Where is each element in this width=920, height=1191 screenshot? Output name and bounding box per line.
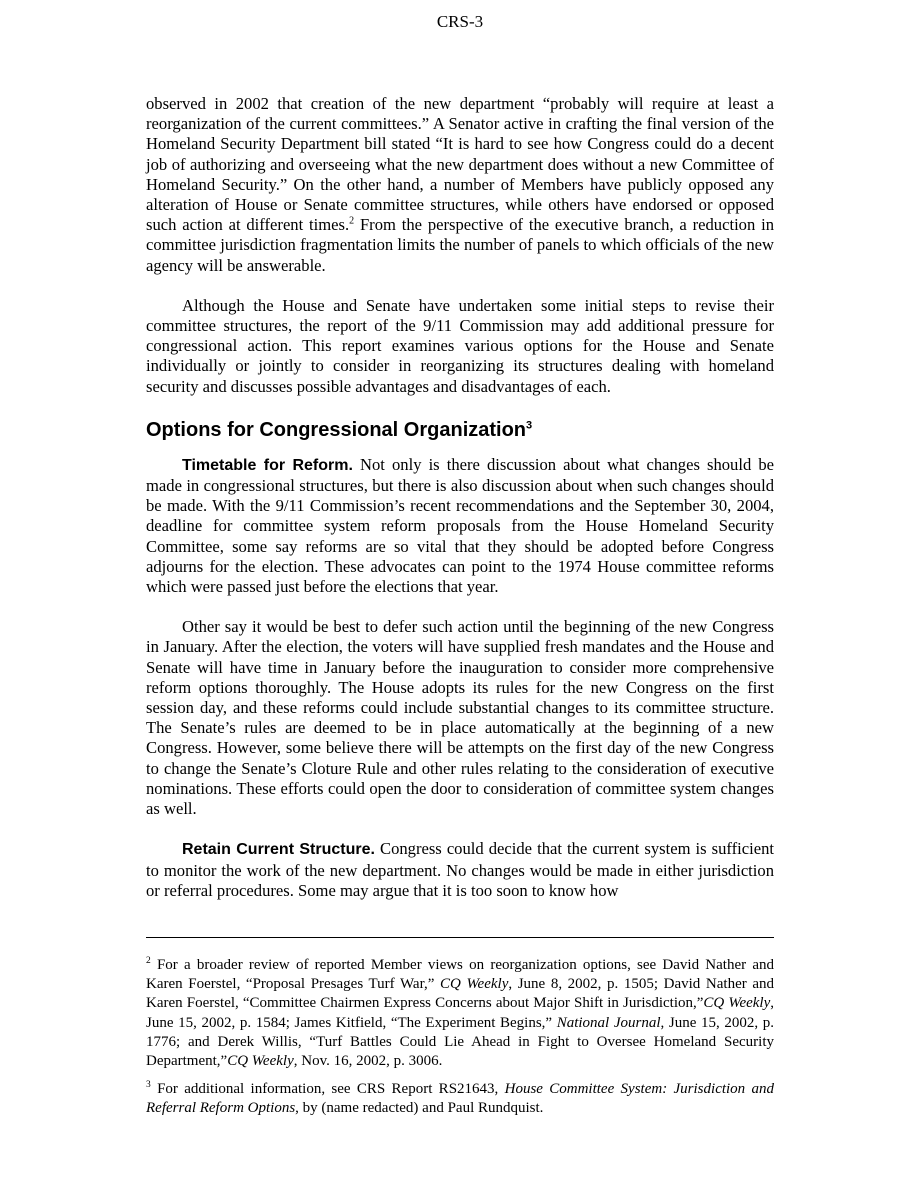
- footnote-2-text-5: , Nov. 16, 2002, p. 3006.: [293, 1053, 443, 1070]
- footnote-2: [146, 956, 774, 1071]
- footnote-3-number: 3: [146, 1080, 151, 1091]
- paragraph-2: Although the House and Senate have undertaken some initial steps to revise their committee structures, the report of the 9/11 Commission may add additional pressure for congressional action. This report examines various options for the House and Senate individually or jointly to consider in reorganizing its structures dealing with homeland security and discusses possible advantages and disadvantages of each.: [146, 295, 774, 396]
- section-heading-text: Options for Congressional Organization: [146, 418, 527, 441]
- paragraph-1-text-a: observed in 2002 that creation of the new department “probably will require at least a reorganization of the current committees.” A Senator active in crafting the final version of the Homeland Security Department bill stated “It is hard to see how Congress could do a decent job of authorizing and overseeing what the new department does without a new Committee of Homeland Security.” On the other hand, a number of Members have publicly opposed any alteration of House or Senate committee structures, while others have endorsed or opposed such action at different times.: [146, 94, 774, 235]
- body-text: [146, 94, 774, 921]
- runin-heading-retain: Retain Current Structure.: [182, 841, 375, 859]
- section-heading: [146, 417, 774, 443]
- paragraph-defer: Other say it would be best to defer such action until the beginning of the new Congress in January. After the election, the voters will have supplied fresh mandates and the House and Senate will have time in January before the inauguration to consider more comprehensive reform options thoroughly. The House adopts its rules for the new Congress on the first session day, and these reforms could include substantial changes to its committee structure. The Senate’s rules are deemed to be in place automatically at the beginning of a new Congress. However, some believe there will be attempts on the first day of the new Congress to change the Senate’s Cloture Rule and other rules relating to the consideration of executive nominations. These efforts could open the door to consideration of committee system changes as well.: [146, 617, 774, 819]
- paragraph-timetable: [146, 455, 774, 597]
- runin-heading-timetable: Timetable for Reform.: [182, 456, 353, 474]
- paragraph-timetable-text: Not only is there discussion about what changes should be made in congressional structures, but there is also discussion about when such changes should be made. With the 9/11 Commission’s recent recommendations and the September 30, 2004, deadline for committee system reform proposals from the House Homeland Security Committee, some say reforms are so vital that they should be adopted before Congress adjourns for the election. These advocates can point to the 1974 House committee reforms which were passed just before the elections that year.: [146, 454, 774, 597]
- footnote-3-text-1: For additional information, see CRS Report RS21643,: [150, 1081, 505, 1098]
- paragraph-retain-text: Congress could decide that the current system is sufficient to monitor the work of the new department. No changes would be made in either jurisdiction or referral procedures. Some may argue that it is too soon to know how: [146, 839, 775, 900]
- footnotes: [146, 956, 774, 1128]
- footnote-2-text-1: For a broader review of reported Member views on reorganization options, see David Nather and Karen Foerstel, “Proposal Presages Turf War,”: [146, 957, 774, 993]
- footnote-ref-2[interactable]: 2: [349, 215, 355, 227]
- paragraph-retain: [146, 839, 774, 901]
- footnote-2-number: 2: [146, 956, 151, 966]
- paragraph-1: [146, 94, 774, 276]
- footnote-2-text-2: , June 8, 2002, p. 1505; David Nather and Karen Foerstel, “Committee Chairmen Express Concerns about Major Shift in Jurisdiction,”: [146, 976, 774, 1012]
- footnote-3-text-2: , by (name redacted) and Paul Rundquist.: [295, 1100, 544, 1117]
- footnote-3-report-title: House Committee System: Jurisdiction and Referral Reform Options: [146, 1081, 774, 1117]
- footnote-2-source-4: CQ Weekly: [227, 1053, 294, 1070]
- footnote-2-source-3: National Journal: [556, 1014, 661, 1031]
- footnote-2-source-2: CQ Weekly: [703, 995, 771, 1012]
- paragraph-1-text-b: From the perspective of the executive branch, a reduction in committee jurisdiction fragmentation limits the number of panels to which officials of the new agency will be answerable.: [146, 215, 775, 275]
- footnote-2-text-3: , June 15, 2002, p. 1584; James Kitfield, “The Experiment Begins,”: [146, 995, 774, 1031]
- footnote-2-source-1: CQ Weekly: [440, 976, 509, 993]
- footnote-2-text-4: , June 15, 2002, p. 1776; and Derek Willis, “Turf Battles Could Lie Ahead in Fight to Oversee Homeland Security Department,”: [146, 1014, 774, 1070]
- footnote-3: [146, 1080, 774, 1118]
- page-number: CRS-3: [436, 12, 484, 31]
- footnote-divider: [146, 937, 774, 938]
- footnote-ref-3[interactable]: 3: [526, 419, 533, 432]
